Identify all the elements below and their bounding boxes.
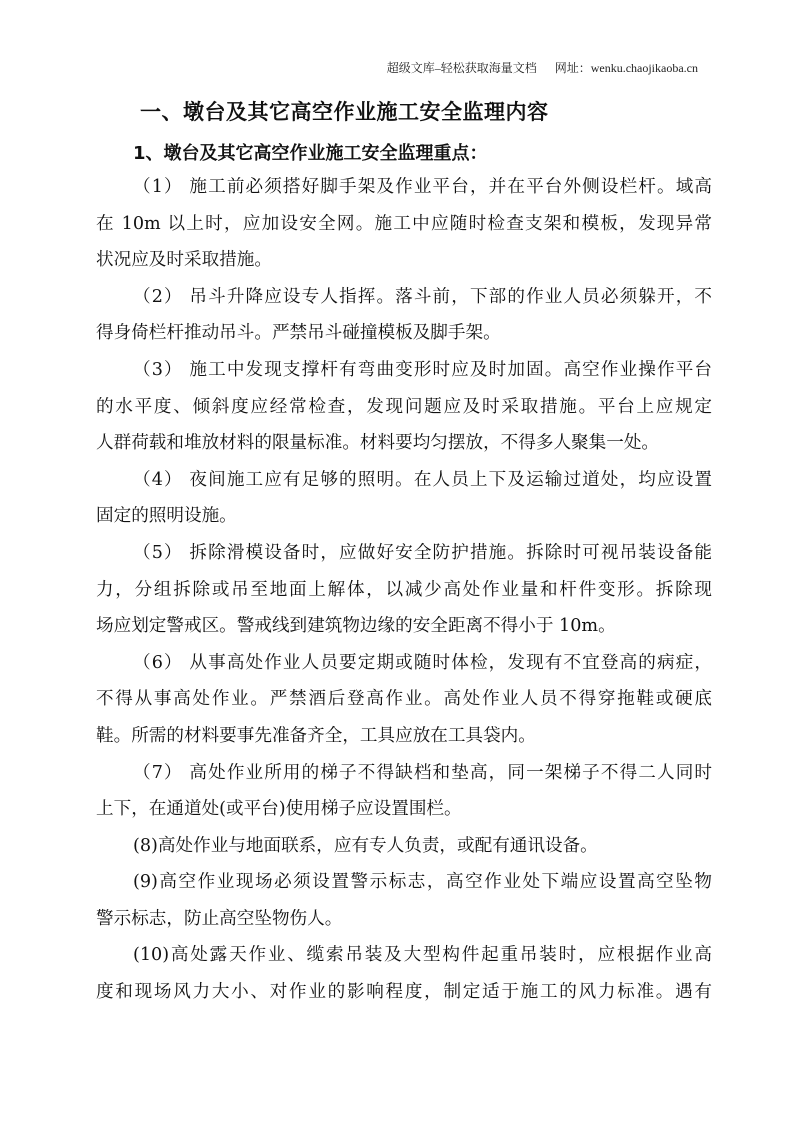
paragraph-line: 度和现场风力大小、对作业的影响程度，制定适于施工的风力标准。遇有 (96, 982, 712, 1003)
header-site: 超级文库–轻松获取海量文档 (386, 61, 537, 75)
paragraph (96, 864, 712, 937)
page-header (387, 59, 698, 76)
paragraph-line: 固定的照明设施。 (96, 506, 237, 527)
paragraph-line: （4） 夜间施工应有足够的照明。在人员上下及运输过道处，均应设置 (133, 469, 712, 490)
paragraph-line: 状况应及时采取措施。 (96, 250, 272, 271)
paragraph-line: （3） 施工中发现支撑杆有弯曲变形时应及时加固。高空作业操作平台 (133, 359, 712, 380)
paragraph (96, 462, 712, 535)
paragraph-line: 上下，在通道处(或平台)使用梯子应设置围栏。 (96, 799, 462, 820)
paragraph-line: (10)高处露天作业、缆索吊装及大型构件起重吊装时，应根据作业高 (133, 945, 712, 966)
paragraph (96, 535, 712, 645)
paragraph (96, 828, 712, 865)
paragraph-line: （5） 拆除滑模设备时，应做好安全防护措施。拆除时可视吊装设备能 (133, 542, 712, 563)
paragraph-line: （2） 吊斗升降应设专人指挥。落斗前，下部的作业人员必须躲开，不 (133, 286, 712, 307)
paragraph (96, 937, 712, 1010)
paragraph (96, 279, 712, 352)
paragraph-line: 警示标志，防止高空坠物伤人。 (96, 908, 343, 929)
paragraph (96, 352, 712, 462)
paragraph-line: （1） 施工前必须搭好脚手架及作业平台，并在平台外侧设栏杆。域高 (133, 177, 712, 197)
paragraph-line: 人群荷载和堆放材料的限量标准。材料要均匀摆放，不得多人聚集一处。 (96, 433, 660, 454)
subsection-title: 1、墩台及其它高空作业施工安全监理重点： (133, 143, 488, 164)
document-body (96, 169, 712, 1011)
header-url: 网址：wenku.chaojikaoba.cn (554, 61, 698, 75)
paragraph-line: (9)高空作业现场必须设置警示标志，高空作业处下端应设置高空坠物 (133, 872, 712, 893)
paragraph (96, 755, 712, 828)
paragraph-line: 得身倚栏杆推动吊斗。严禁吊斗碰撞模板及脚手架。 (96, 323, 501, 344)
section-title: 一、墩台及其它高空作业施工安全监理内容 (140, 100, 549, 124)
paragraph (96, 645, 712, 755)
paragraph-line: 在 10m 以上时，应加设安全网。施工中应随时检查支架和模板，发现异常 (96, 213, 712, 234)
paragraph-line: 场应划定警戒区。警戒线到建筑物边缘的安全距离不得小于 10m。 (96, 616, 616, 637)
paragraph (96, 169, 712, 279)
paragraph-line: 不得从事高处作业。严禁酒后登高作业。高处作业人员不得穿拖鞋或硬底 (96, 689, 712, 710)
paragraph-line: （6） 从事高处作业人员要定期或随时体检，发现有不宜登高的病症， (133, 652, 712, 673)
paragraph-line: 鞋。所需的材料要事先准备齐全，工具应放在工具袋内。 (96, 725, 536, 746)
paragraph-line: 力，分组拆除或吊至地面上解体，以减少高处作业量和杆件变形。拆除现 (96, 579, 712, 600)
paragraph-line: 的水平度、倾斜度应经常检查，发现问题应及时采取措施。平台上应规定 (96, 396, 712, 417)
paragraph-line: (8)高处作业与地面联系，应有专人负责，或配有通讯设备。 (133, 835, 598, 856)
paragraph-line: （7） 高处作业所用的梯子不得缺档和垫高，同一架梯子不得二人同时 (133, 762, 712, 783)
